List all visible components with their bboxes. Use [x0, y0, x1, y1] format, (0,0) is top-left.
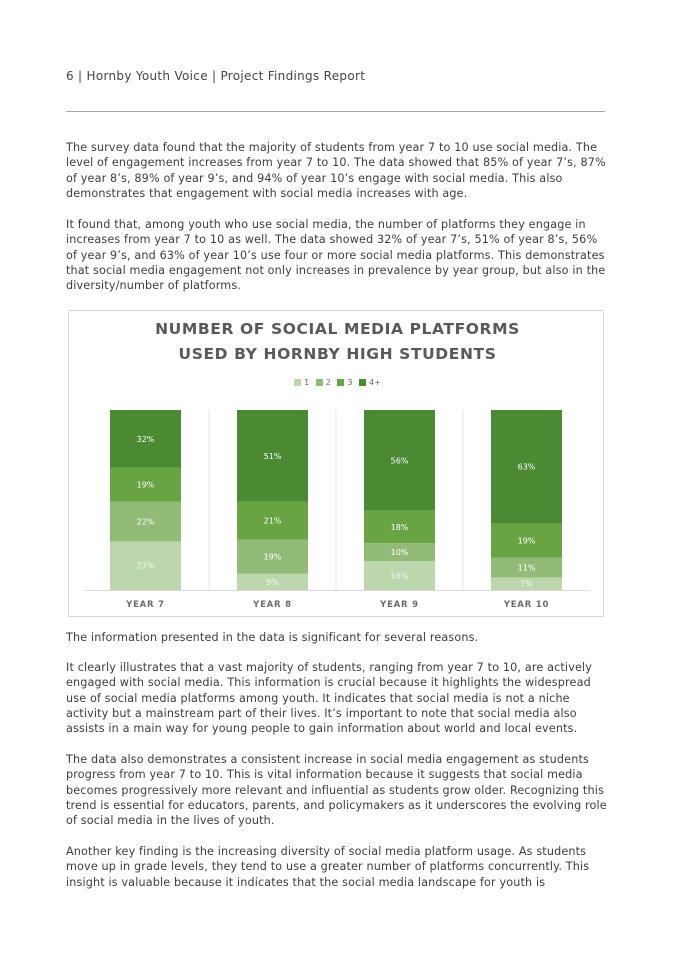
x-tick-label-year7: YEAR 7 [126, 600, 165, 610]
data-label-year10-series-1: 7% [520, 579, 533, 589]
data-label-year7-series-3: 19% [136, 480, 155, 490]
paragraph-consistent-increase: The data also demonstrates a consistent increase in social media engagement as students progress from year 7 to 10. This is vital information because it suggests that social media becomes progressively more relevant and influential as students grow older. Recognizing this trend is essential for educators, parents, and policymakers as it underscores the evolving role of social media in the lives of youth. [66, 753, 607, 828]
legend-label-3: 3 [347, 378, 353, 387]
data-label-year8-series-2: 19% [263, 552, 282, 562]
data-label-year8-series-4plus: 51% [263, 451, 282, 461]
data-label-year9-series-3: 18% [390, 523, 409, 532]
data-label-year9-series-4plus: 56% [390, 456, 409, 466]
data-label-year9-series-2: 10% [390, 548, 409, 558]
paragraph-significance-intro: The information presented in the data is significant for several reasons. [66, 631, 479, 644]
paragraph-survey-findings: The survey data found that the majority of students from year 7 to 10 use social media. The level of engagement increases from year 7 to 10. The data showed that 85% of year 7’s, 87% of year 8’s, 89% of year 9’s, and 94% of year 10’s engage with social media. This also demonstrates that engagement with social media increases with age. [66, 141, 606, 200]
data-label-year7-series-1: 27% [136, 561, 155, 571]
legend-label-1: 1 [304, 378, 310, 387]
legend-label-2: 2 [325, 378, 331, 387]
data-label-year10-series-3: 19% [517, 536, 536, 546]
data-label-year8-series-1: 9% [266, 577, 279, 587]
data-label-year9-series-1: 16% [390, 571, 409, 581]
data-label-year7-series-4plus: 32% [136, 434, 155, 444]
page-header: 6 | Hornby Youth Voice | Project Findings Report [66, 69, 366, 83]
legend-label-4plus: 4+ [369, 378, 381, 387]
data-label-year7-series-2: 22% [136, 517, 155, 527]
paragraph-majority-engaged: It clearly illustrates that a vast majority of students, ranging from year 7 to 10, are actively engaged with social media. This information is crucial because it highlights the widespread use of social media platforms among youth. It indicates that social media is not a niche activity but a mainstream part of their lives. It’s important to note that social media also assists in a main way for young people to gain information about world and local events. [66, 661, 593, 736]
paragraph-platform-diversity: Another key finding is the increasing diversity of social media platform usage. As students move up in grade levels, they tend to use a greater number of platforms concurrently. This insight is valuable because it indicates that the social media landscape for youth is [66, 845, 590, 889]
x-tick-label-year9: YEAR 9 [380, 600, 419, 610]
x-tick-label-year8: YEAR 8 [253, 600, 292, 610]
data-label-year10-series-4plus: 63% [517, 462, 536, 472]
paragraph-platform-count: It found that, among youth who use social media, the number of platforms they engage in increases from year 7 to 10 as well. The data showed 32% of year 7’s, 51% of year 8’s, 56% of year 9’s, and 63% of year 10’s use four or more social media platforms. This demonstrates that social media engagement not only increases in prevalence by year group, but also in the diversity/number of platforms. [66, 218, 606, 293]
chart-title-line2: USED BY HORNBY HIGH STUDENTS [178, 345, 497, 363]
data-label-year8-series-3: 21% [263, 516, 282, 526]
x-tick-label-year10: YEAR 10 [503, 600, 550, 610]
data-label-year10-series-2: 11% [517, 563, 536, 573]
chart-title-line1: NUMBER OF SOCIAL MEDIA PLATFORMS [155, 320, 520, 338]
